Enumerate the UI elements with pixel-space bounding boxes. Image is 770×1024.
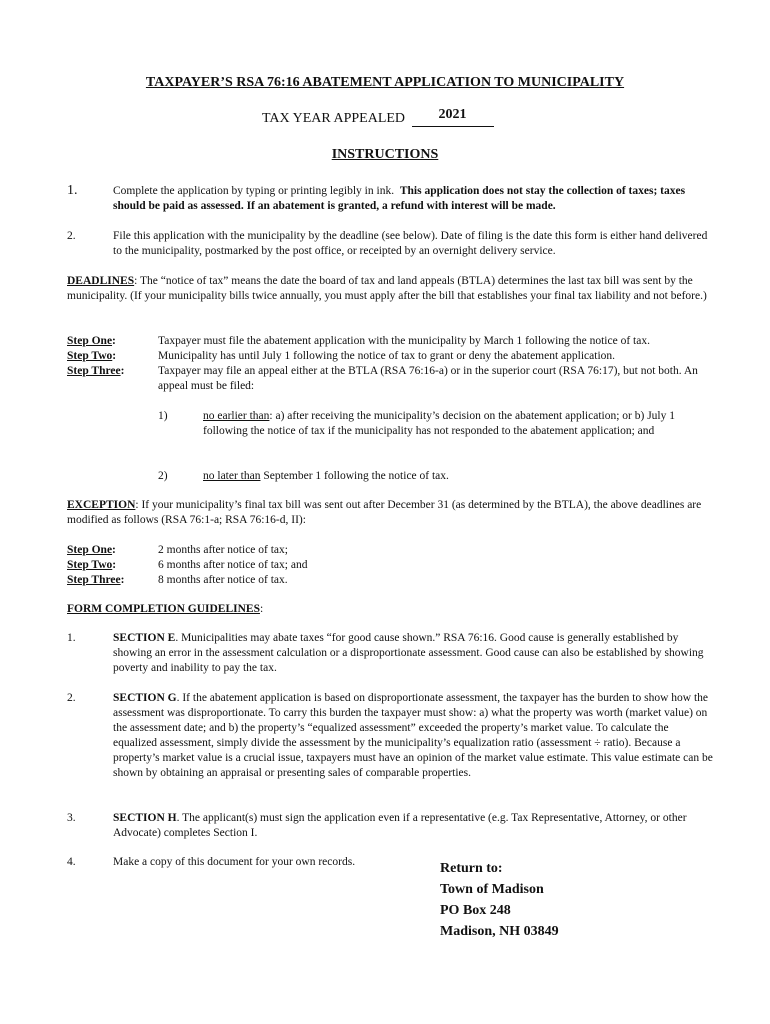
section-label: SECTION G [113, 692, 177, 704]
step-text: 8 months after notice of tax. [158, 574, 288, 586]
tax-year-label: TAX YEAR APPEALED [262, 111, 406, 126]
deadlines-text: : The “notice of tax” means the date the board of tax and land appeals (BTLA) determines the last tax bill was sent by the municipality. (If your municipality bills twice annually, you must apply after the bill that establishes your final tax liability and not before.) [67, 275, 707, 302]
step-text: Taxpayer may file an appeal either at the BTLA (RSA 76:16-a) or in the superior court (RSA 76:17), but not both. An appeal must be filed: [158, 365, 698, 392]
step-label: Step Three: [67, 574, 125, 586]
section-label: SECTION E [113, 632, 176, 644]
guideline-text: . If the abatement application is based on disproportionate assessment, the taxpayer has the burden to show how the assessment was disproportionate. To carry this burden the taxpayer must show: a) what the property was worth (market value) on the assessment date; and b) the property’s “equalized assessment” exceeded the property’s market value. To calculate the equalized assessment, simply divide the assessment by the municipality’s equalization ratio (assessment ÷ ratio). Because a property’s market value is a crucial issue, taxpayers must have an opinion of the market value estimate. This value estimate can be shown by obtaining an appraisal or presenting sales of comparable properties. [113, 692, 713, 779]
instruction-item-2: File this application with the municipality by the deadline (see below). Date of filing is the date this form is either hand delivered to the municipality, postmarked by the post office, or receipted by an overnight delivery service. [113, 230, 708, 257]
exception-text: : If your municipality’s final tax bill was sent out after December 31 (as determined by the BTLA), the above deadlines are modified as follows (RSA 76:1-a; RSA 76:16-d, II): [67, 499, 702, 526]
condition-number: 2) [158, 470, 168, 482]
item-number: 1. [67, 183, 78, 198]
condition-text [203, 409, 693, 439]
condition-body: September 1 following the notice of tax. [260, 470, 449, 482]
instructions-heading: INSTRUCTIONS [331, 147, 439, 162]
guideline-item-3 [113, 811, 713, 841]
condition-number: 1) [158, 410, 168, 422]
section-label: SECTION H [113, 812, 177, 824]
return-po-box: PO Box 248 [440, 903, 511, 918]
guidelines-heading: FORM COMPLETION GUIDELINES: [67, 603, 264, 615]
item-text: Complete the application by typing or printing legibly in ink. [113, 185, 395, 197]
step-text: 2 months after notice of tax; [158, 544, 288, 556]
tax-year-field [412, 107, 494, 127]
step-label: Step One: [67, 335, 116, 347]
deadlines-paragraph [67, 274, 707, 304]
return-town: Town of Madison [440, 882, 544, 897]
guideline-number: 1. [67, 632, 76, 644]
return-label: Return to: [440, 861, 503, 876]
step-text: Taxpayer must file the abatement application with the municipality by March 1 following the notice of tax. [158, 335, 650, 347]
condition-text [203, 469, 693, 484]
guideline-text: . Municipalities may abate taxes “for good cause shown.” RSA 76:16. Good cause is generally established by showing an error in the assessment calculation or a disproportionate assessment. Good cause can also be established by showing poverty and inability to pay the tax. [113, 632, 704, 674]
form-title: TAXPAYER’S RSA 76:16 ABATEMENT APPLICATION TO MUNICIPALITY [145, 75, 625, 90]
item-number: 2. [67, 230, 76, 242]
instruction-item-1 [113, 184, 713, 214]
step-label: Step Three: [67, 365, 125, 377]
step-label: Step Two: [67, 559, 117, 571]
step-label: Step Two: [67, 350, 117, 362]
exception-label: EXCEPTION [67, 499, 136, 511]
guideline-item-1 [113, 631, 713, 676]
condition-underlined: no later than [203, 470, 261, 482]
return-address [440, 858, 559, 942]
return-city: Madison, NH 03849 [440, 924, 559, 939]
step-text: Municipality has until July 1 following the notice of tax to grant or deny the abatement application. [158, 350, 616, 362]
tax-year-row [262, 107, 494, 127]
step-label: Step One: [67, 544, 116, 556]
deadlines-label: DEADLINES [67, 275, 135, 287]
condition-underlined: no earlier than [203, 410, 270, 422]
guideline-number: 4. [67, 856, 76, 868]
tax-year-value: 2021 [438, 107, 467, 122]
guideline-number: 3. [67, 812, 76, 824]
item-bold-text: This application does not stay the collection of taxes; taxes should be paid as assessed. If an abatement is granted, a refund with interest will be made. [113, 185, 686, 212]
guidelines-heading-text: FORM COMPLETION GUIDELINES [67, 603, 260, 615]
exception-paragraph [67, 498, 707, 528]
guideline-text: . The applicant(s) must sign the application even if a representative (e.g. Tax Representative, Attorney, or other Advocate) completes Section I. [113, 812, 687, 839]
guideline-item-2 [113, 691, 713, 781]
step-text: 6 months after notice of tax; and [158, 559, 308, 571]
guideline-item-4: Make a copy of this document for your own records. [113, 856, 356, 868]
condition-body: : a) after receiving the municipality’s decision on the abatement application; or b) July 1 following the notice of tax if the municipality has not responded to the abatement application; and [203, 410, 675, 437]
guideline-number: 2. [67, 692, 76, 704]
